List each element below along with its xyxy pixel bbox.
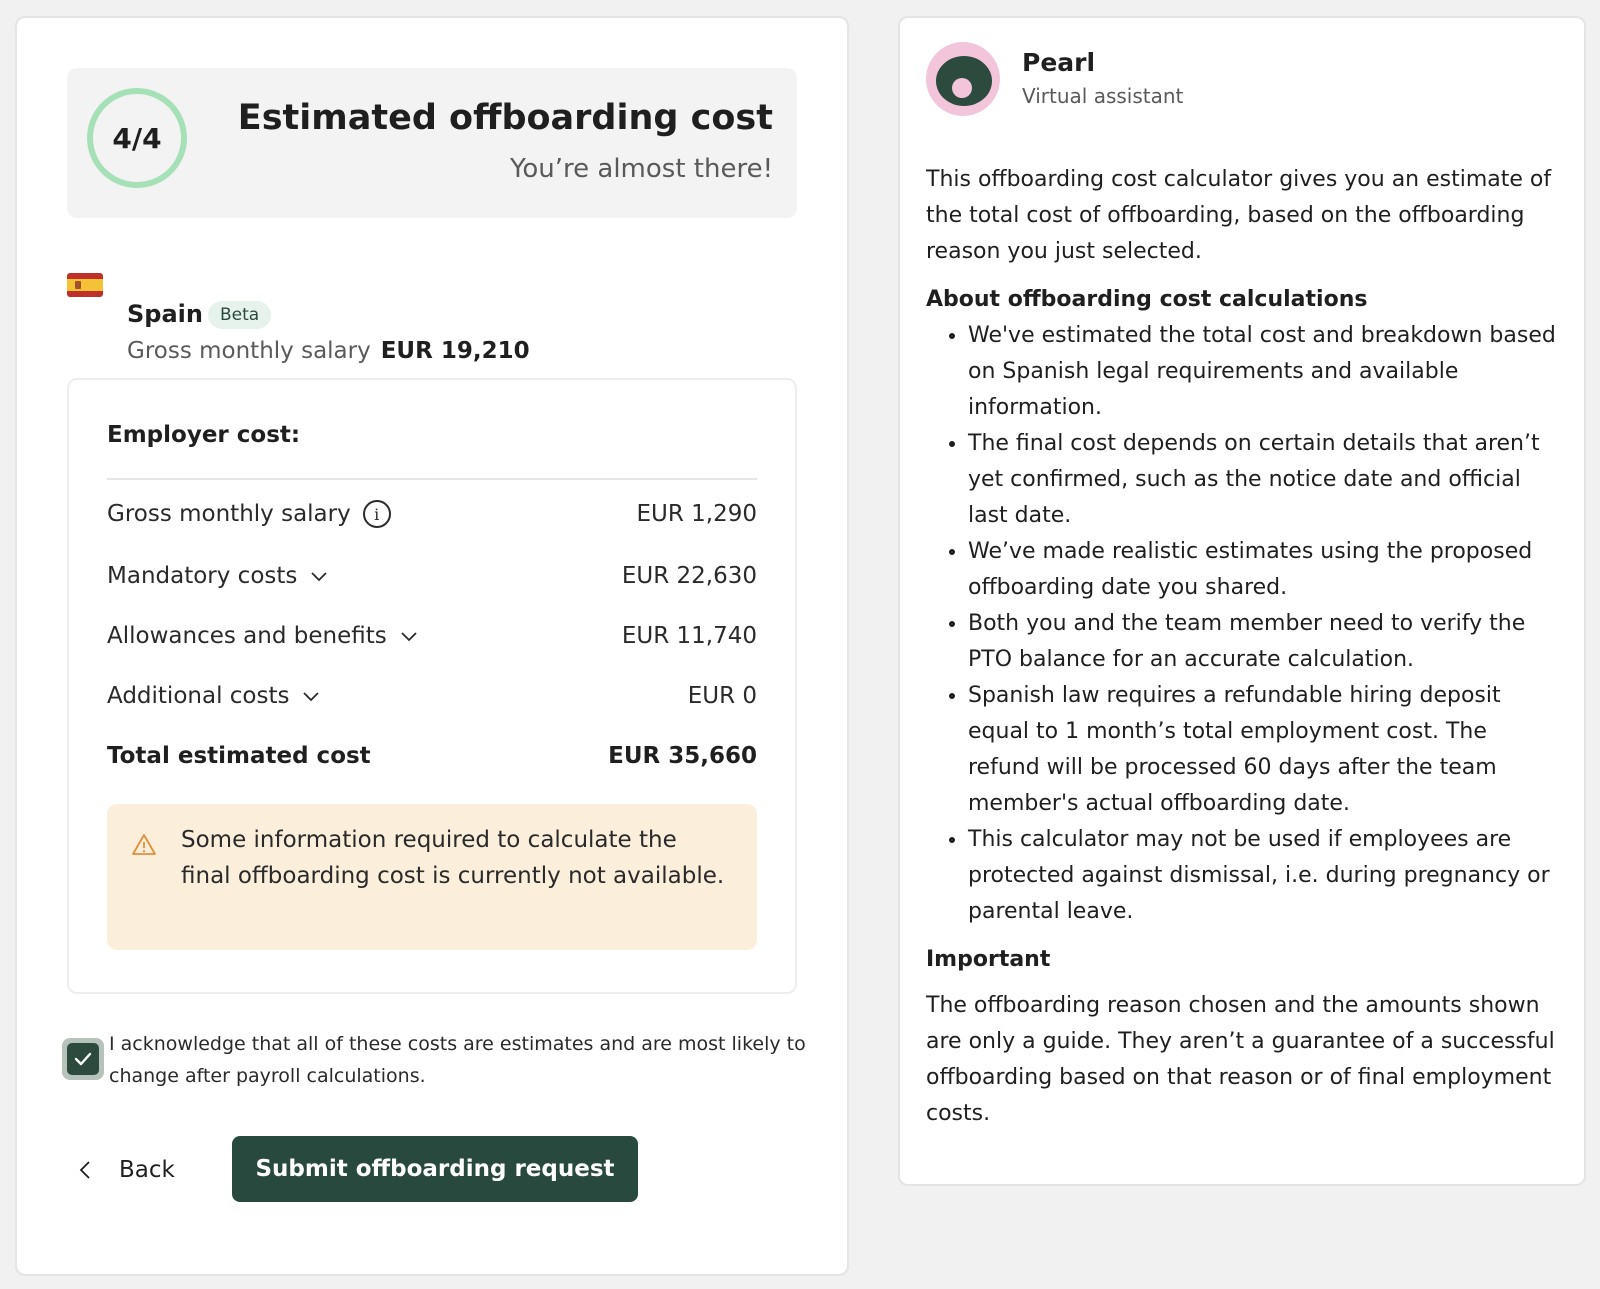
cost-row-value: EUR 22,630 [621,563,757,589]
cost-row-label: Allowances and benefits [107,623,387,649]
employer-cost-card [67,378,797,994]
warning-text: Some information required to calculate the final offboarding cost is currently not available. [181,827,725,889]
chevron-down-icon[interactable] [301,686,321,706]
info-icon[interactable]: i [363,500,391,528]
total-label: Total estimated cost [107,743,371,769]
important-heading: Important [926,947,1051,972]
gross-salary-label: Gross monthly salary [127,338,371,364]
total-value: EUR 35,660 [608,743,757,769]
divider [107,478,757,480]
chevron-down-icon[interactable] [399,626,419,646]
cost-row-allowances[interactable] [107,618,757,654]
back-button-label: Back [119,1157,175,1183]
back-button[interactable] [77,1150,175,1190]
spain-flag-icon [67,273,103,297]
assistant-panel [898,16,1586,1186]
warning-alert [107,804,757,950]
list-item: • Spanish law requires a refundable hiring deposit equal to 1 month’s total employment cost. The refund will be processed 60 days after the team member's actual offboarding date. [968,678,1556,822]
cost-row-label: Gross monthly salary [107,501,351,527]
list-item: • Both you and the team member need to verify the PTO balance for an accurate calculation. [968,606,1556,678]
checkmark-icon [72,1048,94,1070]
assistant-avatar [926,42,1000,116]
list-item: • The final cost depends on certain details that aren’t yet confirmed, such as the notice date and official last date. [968,426,1556,534]
warning-icon [131,832,157,858]
chevron-down-icon[interactable] [309,566,329,586]
assistant-message [926,162,1556,1144]
gross-salary-summary [127,338,530,364]
assistant-intro: This offboarding cost calculator gives you an estimate of the total cost of offboarding, based on the offboarding reason you just selected. [926,167,1552,264]
cost-row-mandatory[interactable] [107,558,757,594]
list-item: • We've estimated the total cost and breakdown based on Spanish legal requirements and available information. [968,318,1556,426]
cost-row-value: EUR 1,290 [636,501,757,527]
country-name: Spain [127,300,203,328]
cost-row-label: Mandatory costs [107,563,298,589]
cost-row-additional[interactable] [107,678,757,714]
beta-badge: Beta [208,301,271,329]
page-subtitle: You’re almost there! [509,154,773,184]
cost-row-label: Additional costs [107,683,290,709]
cost-row-total [107,738,757,774]
important-text: The offboarding reason chosen and the amounts shown are only a guide. They aren’t a guarantee of a successful offboarding based on that reason or of final employment costs. [926,993,1555,1126]
employer-cost-heading: Employer cost: [107,422,301,448]
chevron-left-icon [77,1159,93,1181]
list-item: • This calculator may not be used if employees are protected against dismissal, i.e. during pregnancy or parental leave. [968,822,1556,930]
step-header-card [67,68,797,218]
acknowledge-label[interactable]: I acknowledge that all of these costs are estimates and are most likely to change after payroll calculations. [109,1033,806,1087]
assistant-name: Pearl [1022,48,1096,77]
assistant-role: Virtual assistant [1022,84,1184,108]
list-item: • We’ve made realistic estimates using the proposed offboarding date you shared. [968,534,1556,606]
cost-row-value: EUR 11,740 [621,623,757,649]
cost-row-value: EUR 0 [687,683,757,709]
submit-offboarding-button[interactable]: Submit offboarding request [232,1136,638,1202]
acknowledge-checkbox[interactable] [62,1038,104,1080]
gross-salary-value: EUR 19,210 [380,338,530,364]
about-heading: About offboarding cost calculations [926,287,1368,312]
about-list [926,318,1556,930]
step-progress-ring: 4/4 [87,88,187,188]
offboarding-form-panel [15,16,849,1276]
page-title: Estimated offboarding cost [237,98,773,138]
cost-row-gross-salary [107,496,757,532]
